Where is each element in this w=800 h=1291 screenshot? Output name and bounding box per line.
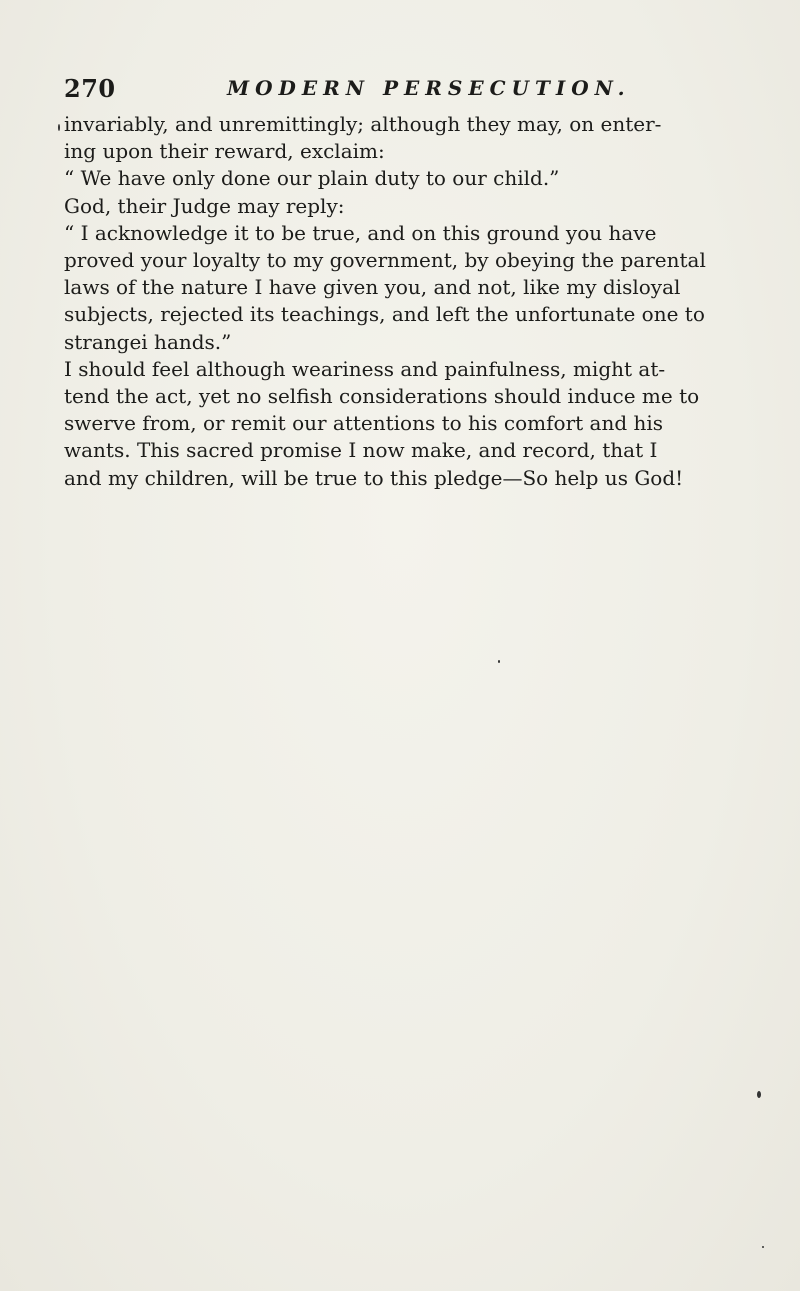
page-number: 270	[64, 74, 116, 103]
paragraph: I should feel although weariness and painfulness, might at- tend the act, yet no selfish considerations should induce me to swerve from, or remit our attentions to his comfort and his wants. This sacred promise I now make, and record, that I and my children, will be true to this pledge—So help us God!	[64, 356, 700, 490]
ink-speck	[757, 1091, 761, 1098]
ink-speck	[762, 1246, 764, 1248]
paragraph: invariably, and unremittingly; although they may, on enter- ing upon their reward, exclaim:	[64, 112, 662, 164]
paragraph: “ We have only done our plain duty to our child.”	[64, 166, 560, 191]
ink-speck	[58, 124, 60, 131]
body-text	[64, 111, 744, 492]
ink-speck	[498, 660, 500, 663]
paragraph: “ I acknowledge it to be true, and on this ground you have proved your loyalty to my government, by obeying the parental laws of the nature I have given you, and not, like my disloyal subjects, rejected its teachings, and left the unfortunate one to strangei hands.”	[64, 220, 706, 354]
running-title: MODERN PERSECUTION.	[227, 76, 631, 100]
page-header	[64, 74, 724, 106]
paragraph: God, their Judge may reply:	[64, 193, 345, 218]
